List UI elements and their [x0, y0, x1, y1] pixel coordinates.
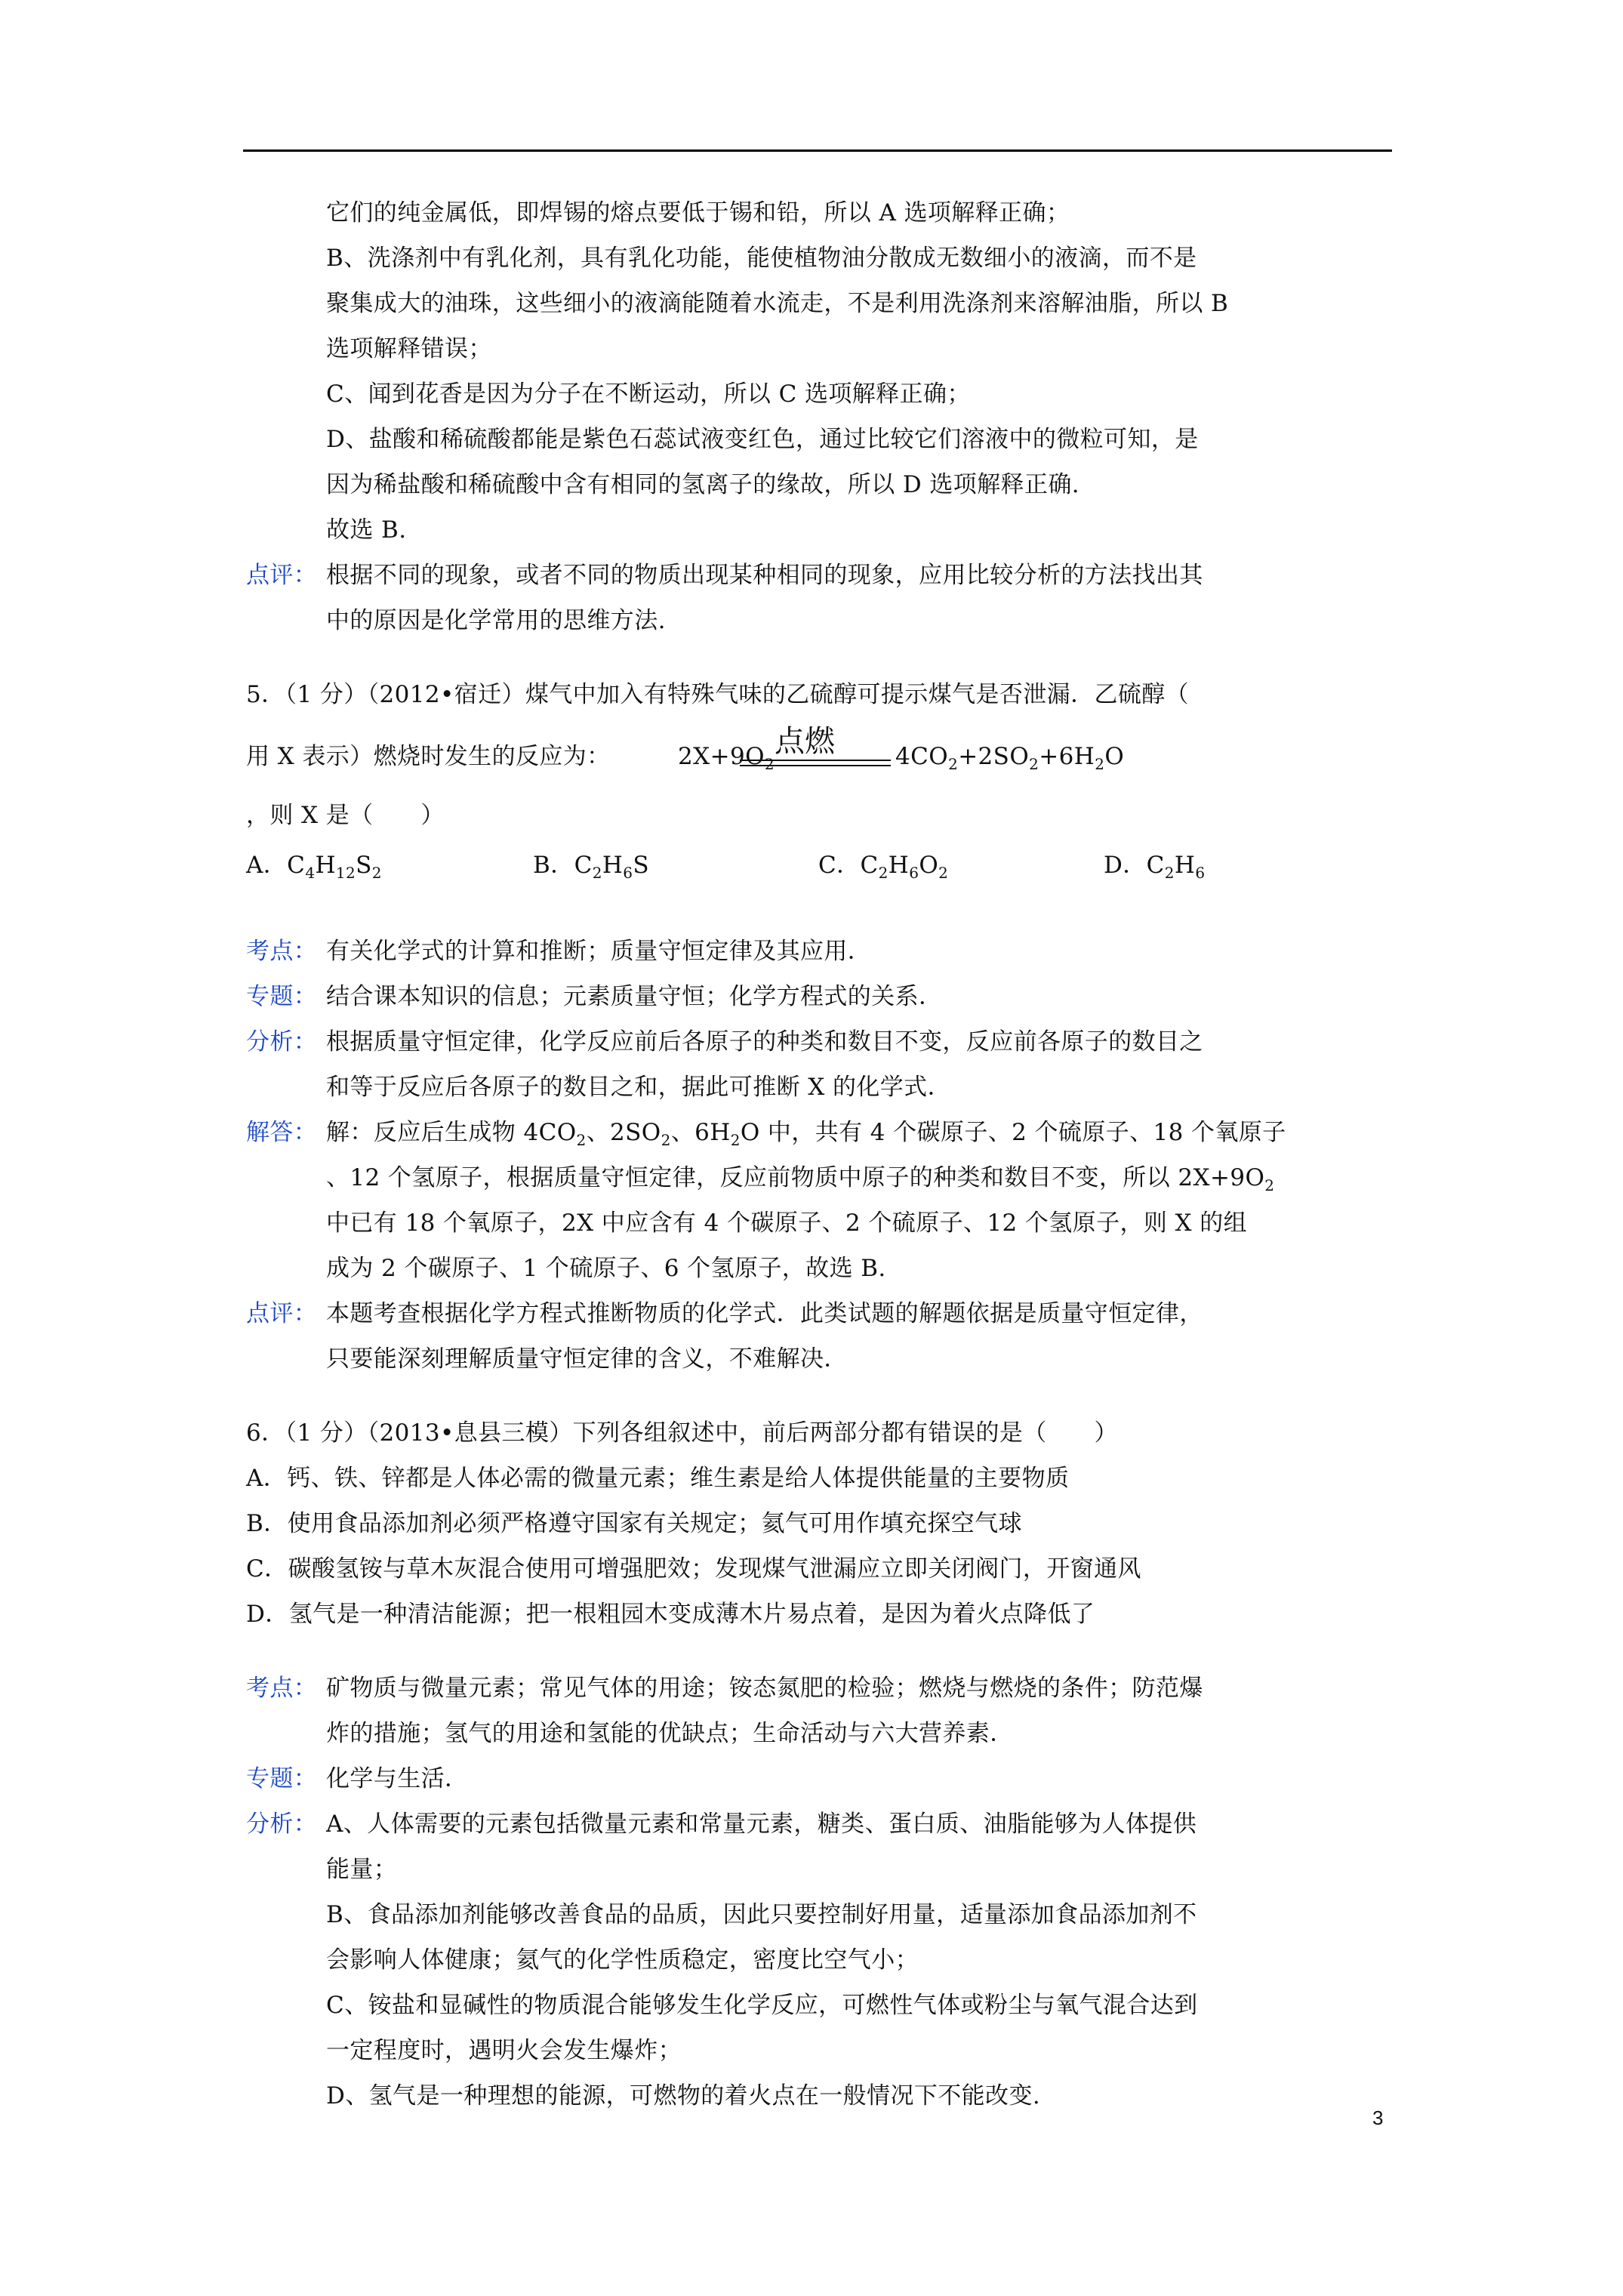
q5-jieda-label: 解答：	[246, 1119, 318, 1146]
header-rule	[243, 149, 1392, 152]
q5-zhuanti: 结合课本知识的信息；元素质量守恒；化学方程式的关系．	[326, 983, 943, 1010]
q6-option-a: A．钙、铁、锌都是人体必需的微量元素；维生素是给人体提供能量的主要物质	[246, 1465, 1070, 1492]
q6-fenxi-5: C、铵盐和显碱性的物质混合能够发生化学反应，可燃性气体或粉尘与氧气混合达到	[326, 1992, 1198, 2019]
q6-option-d: D．氢气是一种清洁能源；把一根粗园木变成薄木片易点着，是因为着火点降低了	[246, 1601, 1095, 1628]
prev-comment-1: 根据不同的现象，或者不同的物质出现某种相同的现象，应用比较分析的方法找出其	[326, 562, 1203, 589]
q5-jieda-2: 、12 个氢原子，根据质量守恒定律，反应前物质中原子的种类和数目不变，所以 $2X+9O_2$	[326, 1164, 1275, 1194]
q5-equation-left: $2X+9O_2$	[678, 743, 775, 773]
q5-equation-right: $4CO_2+2SO_2+6H_2O$	[895, 743, 1125, 773]
q5-dianping-1: 本题考查根据化学方程式推断物质的化学式．此类试题的解题依据是质量守恒定律，	[326, 1300, 1203, 1327]
q5-equals-bar-bottom	[740, 765, 891, 766]
q5-option-c: C．$C_2H_6O_2$	[818, 852, 949, 882]
prev-line-4: 选项解释错误；	[326, 335, 492, 362]
prev-line-8: 故选 B.	[326, 516, 407, 544]
prev-line-7: 因为稀盐酸和稀硫酸中含有相同的氢离子的缘故，所以 D 选项解释正确.	[326, 471, 1080, 498]
q5-fenxi-2: 和等于反应后各原子的数目之和，据此可推断 X 的化学式．	[326, 1074, 951, 1101]
q5-option-d: D．$C_2H_6$	[1104, 852, 1206, 882]
q5-option-b: B．$C_2H_6S$	[533, 852, 650, 882]
q6-zhuanti: 化学与生活．	[326, 1765, 469, 1792]
q6-fenxi-3: B、食品添加剂能够改善食品的品质，因此只要控制好用量，适量添加食品添加剂不	[326, 1901, 1197, 1928]
q5-stem-2: 用 X 表示）燃烧时发生的反应为：	[246, 743, 611, 770]
q5-stem-1: 5．（1 分）（2012•宿迁）煤气中加入有特殊气味的乙硫醇可提示煤气是否泄漏．乙硫醇（	[246, 681, 1190, 708]
prev-line-6: D、盐酸和稀硫酸都能是紫色石蕊试液变红色，通过比较它们溶液中的微粒可知，是	[326, 426, 1199, 453]
q5-stem-3: ，则 X 是（ ）	[246, 802, 445, 829]
q6-fenxi-6: 一定程度时，遇明火会发生爆炸；	[326, 2037, 682, 2064]
q5-condition-text: 点燃	[775, 724, 835, 759]
q6-kaodian-1: 矿物质与微量元素；常见气体的用途；铵态氮肥的检验；燃烧与燃烧的条件；防范爆	[326, 1675, 1203, 1702]
q5-kaodian: 有关化学式的计算和推断；质量守恒定律及其应用．	[326, 938, 872, 965]
prev-line-1: 它们的纯金属低，即焊锡的熔点要低于锡和铅，所以 A 选项解释正确；	[326, 199, 1070, 227]
q5-fenxi-label: 分析：	[246, 1028, 318, 1056]
prev-comment-label: 点评：	[246, 562, 318, 589]
prev-line-5: C、闻到花香是因为分子在不断运动，所以 C 选项解释正确；	[326, 381, 971, 408]
q6-option-b: B．使用食品添加剂必须严格遵守国家有关规定；氦气可用作填充探空气球	[246, 1510, 1022, 1537]
q6-fenxi-4: 会影响人体健康；氦气的化学性质稳定，密度比空气小；	[326, 1946, 919, 1974]
q5-jieda-4: 成为 2 个碳原子、1 个硫原子、6 个氢原子，故选 B.	[326, 1255, 886, 1282]
q6-stem: 6．（1 分）（2013•息县三模）下列各组叙述中，前后两部分都有错误的是（ ）	[246, 1419, 1118, 1447]
q5-jieda-1: 解：反应后生成物 $4CO_2$、$2SO_2$、$6H_2O$ 中，共有 4 个碳原子、2 个硫原子、18 个氧原子	[326, 1119, 1286, 1149]
q5-equation-condition	[740, 725, 891, 778]
q6-fenxi-label: 分析：	[246, 1811, 318, 1838]
prev-comment-2: 中的原因是化学常用的思维方法.	[326, 607, 666, 634]
q6-fenxi-1: A、人体需要的元素包括微量元素和常量元素，糖类、蛋白质、油脂能够为人体提供	[326, 1811, 1197, 1838]
q6-option-c: C．碳酸氢铵与草木灰混合使用可增强肥效；发现煤气泄漏应立即关闭阀门，开窗通风	[246, 1555, 1141, 1583]
q5-zhuanti-label: 专题：	[246, 983, 318, 1010]
q5-fenxi-1: 根据质量守恒定律，化学反应前后各原子的种类和数目不变，反应前各原子的数目之	[326, 1028, 1203, 1056]
q5-jieda-3: 中已有 18 个氧原子，2X 中应含有 4 个碳原子、2 个硫原子、12 个氢原子，则 X 的组	[326, 1210, 1248, 1237]
q6-fenxi-2: 能量；	[326, 1856, 398, 1883]
q5-kaodian-label: 考点：	[246, 938, 318, 965]
prev-line-2: B、洗涤剂中有乳化剂，具有乳化功能，能使植物油分散成无数细小的液滴，而不是	[326, 245, 1197, 272]
q6-zhuanti-label: 专题：	[246, 1765, 318, 1792]
q5-dianping-label: 点评：	[246, 1300, 318, 1327]
q5-equals-bar-top	[740, 760, 891, 761]
page-number: 3	[1372, 2106, 1384, 2129]
prev-line-3: 聚集成大的油珠，这些细小的液滴能随着水流走，不是利用洗涤剂来溶解油脂，所以 B	[326, 290, 1229, 317]
q6-kaodian-label: 考点：	[246, 1675, 318, 1702]
q5-dianping-2: 只要能深刻理解质量守恒定律的含义，不难解决．	[326, 1345, 848, 1373]
q6-fenxi-7: D、氢气是一种理想的能源，可燃物的着火点在一般情况下不能改变.	[326, 2082, 1041, 2110]
q5-option-a: A．$C_4H_{12}S_2$	[246, 852, 382, 882]
q6-kaodian-2: 炸的措施；氢气的用途和氢能的优缺点；生命活动与六大营养素．	[326, 1720, 1014, 1747]
